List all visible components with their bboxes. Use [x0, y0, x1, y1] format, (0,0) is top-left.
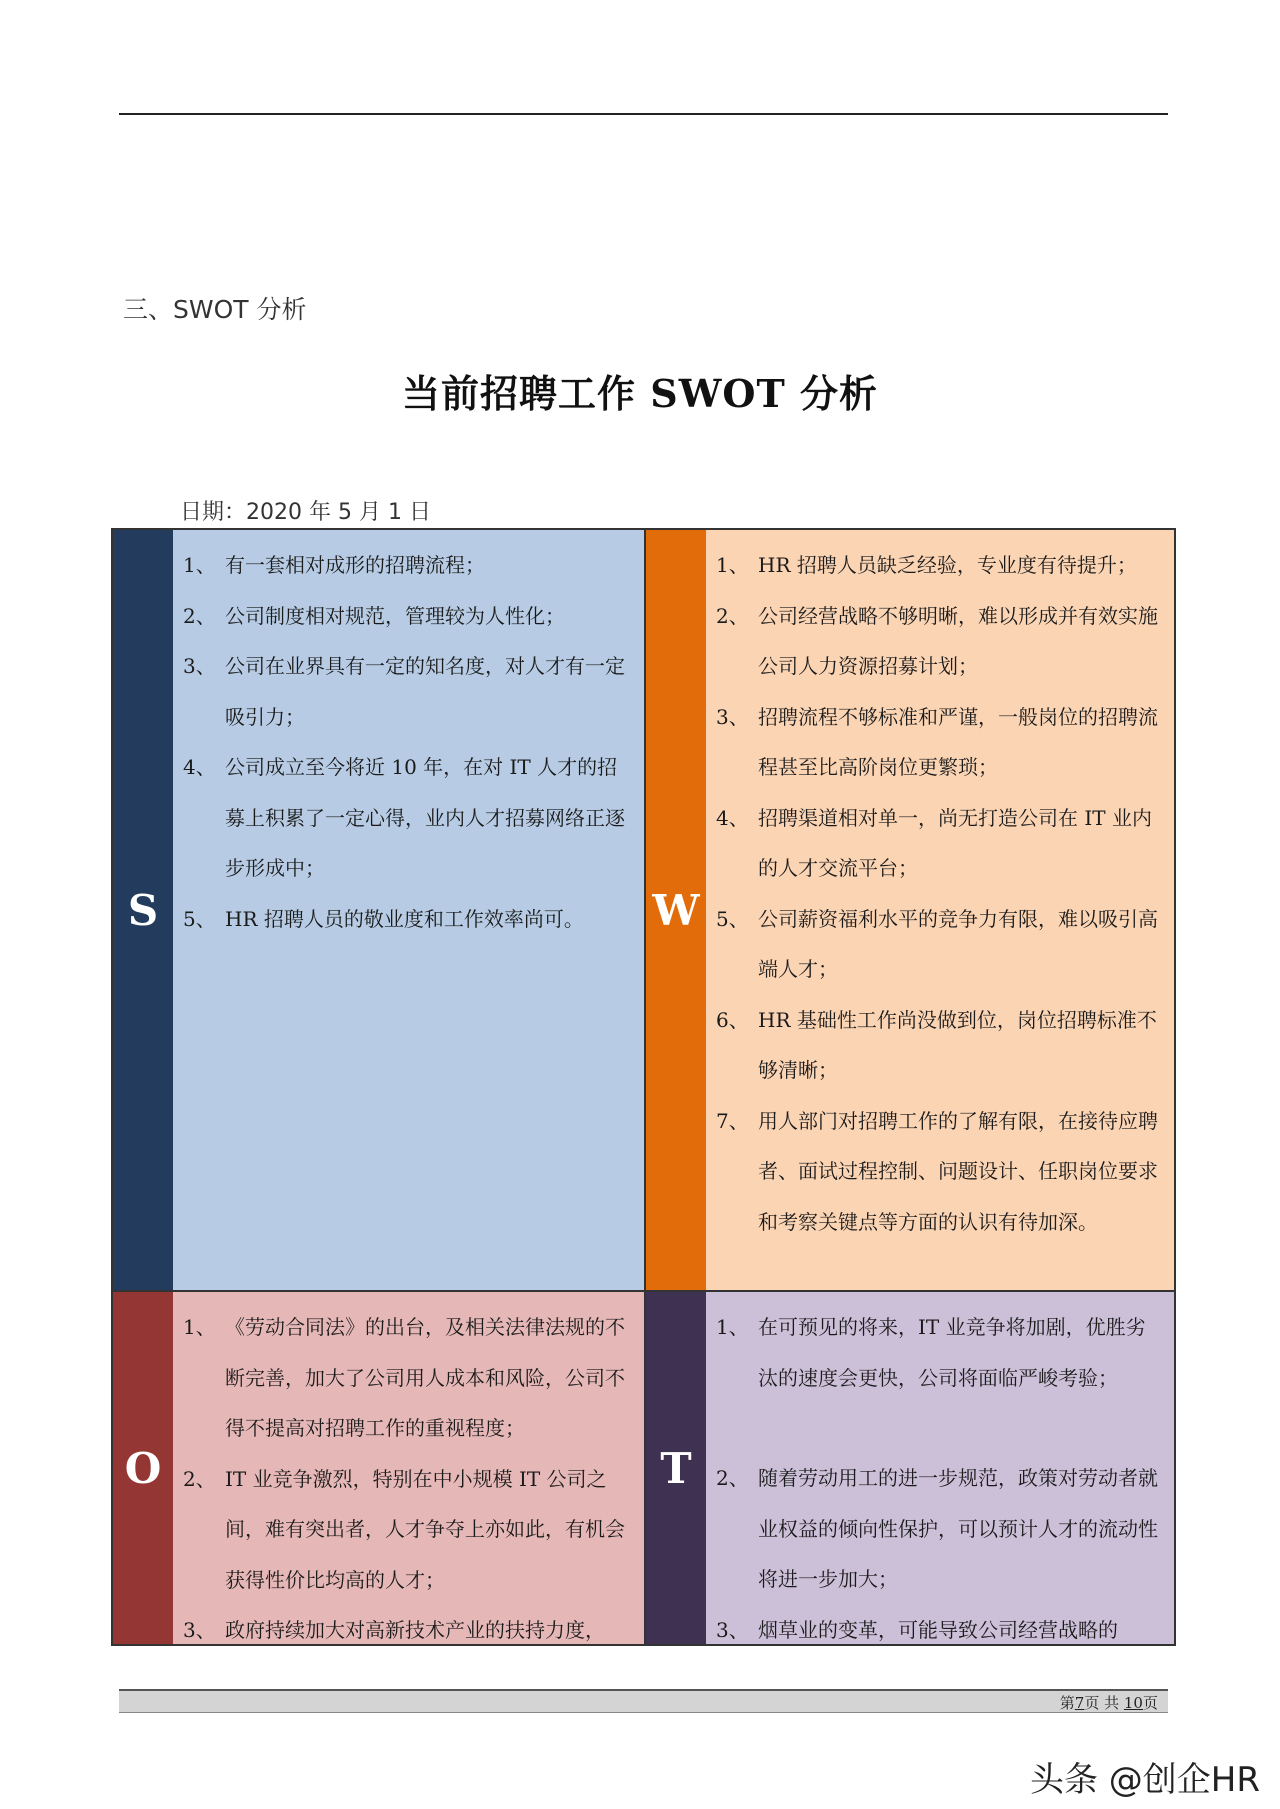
threats-letter: T	[646, 1292, 706, 1644]
list-item: 2、 IT 业竞争激烈，特别在中小规模 IT 公司之间，难有突出者，人才争夺上亦如此，有机会获得性价比均高的人才；	[183, 1466, 625, 1592]
list-item: 5、 HR 招聘人员的敬业度和工作效率尚可。	[183, 906, 584, 931]
watermark: 头条 @创企HR	[1030, 1760, 1260, 1800]
strengths-quadrant	[113, 530, 644, 1290]
list-item: 1、 在可预见的将来，IT 业竞争将加剧，优胜劣汰的速度会更快，公司将面临严峻考验；	[716, 1315, 1146, 1390]
section-heading: 三、SWOT 分析	[123, 295, 307, 324]
opportunities-quadrant	[113, 1292, 644, 1644]
current-page: 7	[1074, 1694, 1085, 1712]
swot-table	[111, 528, 1176, 1646]
list-item: 5、 公司薪资福利水平的竞争力有限，难以吸引高端人才；	[716, 906, 1158, 981]
list-item: 1、 HR 招聘人员缺乏经验，专业度有待提升；	[716, 553, 1137, 577]
list-item: 3、 公司在业界具有一定的知名度，对人才有一定吸引力；	[183, 654, 625, 729]
threats-content	[706, 1292, 1174, 1644]
list-item: 2、 公司制度相对规范，管理较为人性化；	[183, 603, 565, 628]
list-item: 4、 招聘渠道相对单一，尚无打造公司在 IT 业内的人才交流平台；	[716, 805, 1152, 880]
list-item: 3、 政府持续加大对高新技术产业的扶持力度，	[183, 1618, 605, 1642]
weaknesses-quadrant	[646, 530, 1174, 1290]
weaknesses-letter: W	[646, 530, 706, 1290]
list-item: 3、 烟草业的变革，可能导致公司经营战略的	[716, 1617, 1118, 1642]
page-number: 第7页 共 10页	[1059, 1694, 1158, 1712]
list-item: 2、 随着劳动用工的进一步规范，政策对劳动者就业权益的倾向性保护，可以预计人才的流动性将进一步加大；	[716, 1466, 1158, 1591]
spacer	[706, 1403, 1162, 1453]
date-label: 日期：2020 年 5 月 1 日	[180, 500, 431, 525]
header-rule	[119, 113, 1168, 115]
list-item: 1、 《劳动合同法》的出台，及相关法律法规的不断完善，加大了公司用人成本和风险，公司不得不提高对招聘工作的重视程度；	[183, 1315, 625, 1440]
footer-bar	[119, 1689, 1168, 1713]
strengths-letter: S	[113, 530, 173, 1290]
vertical-divider	[644, 530, 646, 1644]
strengths-content	[173, 530, 644, 1290]
horizontal-divider	[113, 1290, 1174, 1292]
opportunities-letter: O	[113, 1292, 173, 1644]
weaknesses-content	[706, 530, 1174, 1290]
list-item: 2、 公司经营战略不够明晰，难以形成并有效实施公司人力资源招募计划；	[716, 603, 1158, 678]
total-pages: 10	[1123, 1694, 1143, 1712]
list-item: 3、 招聘流程不够标准和严谨，一般岗位的招聘流程甚至比高阶岗位更繁琐；	[716, 704, 1158, 779]
list-item: 7、 用人部门对招聘工作的了解有限，在接待应聘者、面试过程控制、问题设计、任职岗位要求和考察关键点等方面的认识有待加深。	[716, 1108, 1158, 1234]
list-item: 1、 有一套相对成形的招聘流程；	[183, 553, 485, 577]
list-item: 6、 HR 基础性工作尚没做到位，岗位招聘标准不够清晰；	[716, 1007, 1157, 1082]
threats-quadrant	[646, 1292, 1174, 1644]
page-title: 当前招聘工作 SWOT 分析	[402, 371, 878, 416]
list-item: 4、 公司成立至今将近 10 年，在对 IT 人才的招募上积累了一定心得，业内人才招募网络正逐步形成中；	[183, 755, 625, 880]
opportunities-content	[173, 1292, 644, 1644]
